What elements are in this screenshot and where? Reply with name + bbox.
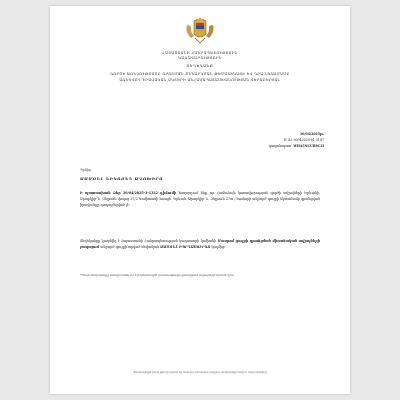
coat-of-arms-emblem (184, 16, 216, 46)
p1-lead: Ի պատասխան Ձեր 30/04/2025-3-1332 դիմումի (80, 191, 177, 195)
heading-line-2: ԱՌՆՉՎՈՂ ԻՐԱՎԱԿԱՆ ԱԿՏԵՐԻ ԱՆՀԱՄԱՊԱՏԱՍԽԱՆՈՒԹՅԱՆ ՎԵՐԱԲԵՐՅԱԼ (119, 78, 281, 82)
document-number: N ՍՀ-30042025-01-3187 (283, 138, 324, 142)
page-footer: Փաստաթղթի իսկությունը կարող եք ստուգել պետական կայքում տեղեկանքի տողի և կոդի միջոցով (133, 371, 267, 374)
code-value: WHA5NCUB9C2I (293, 144, 324, 148)
org-line-1: ՀԱՅԱՍՏԱՆԻ ՀԱՆՐԱՊԵՏՈՒԹՅՈՒՆ (162, 51, 238, 55)
body-paragraph-2 (80, 238, 320, 250)
document-type: ՏԵՂԵԿԱՆՔ (186, 64, 214, 68)
footnote: *Սույն տեղեկանքը հանդիսանում է Էլեկտրոնային փաստաթուղթ գրանցված տվյալների հիման վրա (80, 273, 234, 277)
p2-name: ԱԱՄՈՆԼ ԻՊՐԴԱՍՈՒՐԳՈ (160, 245, 211, 250)
recipient-label: Պրնիր (80, 168, 91, 172)
p2-bold: Մասրոմ գույքի գրանցման միասնական տվյալների բազայում (80, 239, 320, 250)
document-date: 30/04/2025թ. (299, 132, 324, 136)
p2-end: անշարժ գույքի տրված սեփական (100, 245, 160, 250)
org-line-2: ԿԱՌԱՎԱՐՈՒԹՅՈՒՆ (178, 55, 222, 60)
code-label: գաղտնաբառ՝ (268, 144, 293, 148)
heading-line-1: ԳՈՐԾԻ ԱՌՆՉՈՒԹՅԱՄԲ ՈՐՈՇՄԱՆ ՔՆՆԱՐԿՄԱՆ ԹԵՄԱՏԻԿԱՅԻ ԵՎ ԴՐԱ ՆԿԱՏՄԱՄԲ (110, 72, 290, 76)
document-page (50, 6, 350, 394)
body-paragraph-1 (80, 190, 320, 209)
p2-tail: կողմից: (211, 245, 226, 250)
document-heading (80, 71, 320, 83)
p2-text: Տեղեկանքը կազմվել է Հայաստանի Հանրապետության կադաստրի կոմիտեի (80, 239, 217, 243)
recipient-name: ԱԱՄՈՆԼ ՆԻԿՈՅՆՆ ԱԴՈԽԻՐՈ (80, 176, 163, 181)
document-code (269, 144, 324, 150)
organization-name (50, 51, 350, 60)
p1-rest: հաղորդում ենք, որ Համաձայն կառավարության գործի տվյալների Երևանի, Արաբկիր Ն. Զեյթուն փողոց 37/2 Կոմիտասի հասցե՝ Երևան, Արաբկիր Ն. Զեյթուն 37ա / համարի անշարժ գույքի նկատմամբ գրանցված իրավունքը դադարեցված չէ: (80, 191, 320, 208)
